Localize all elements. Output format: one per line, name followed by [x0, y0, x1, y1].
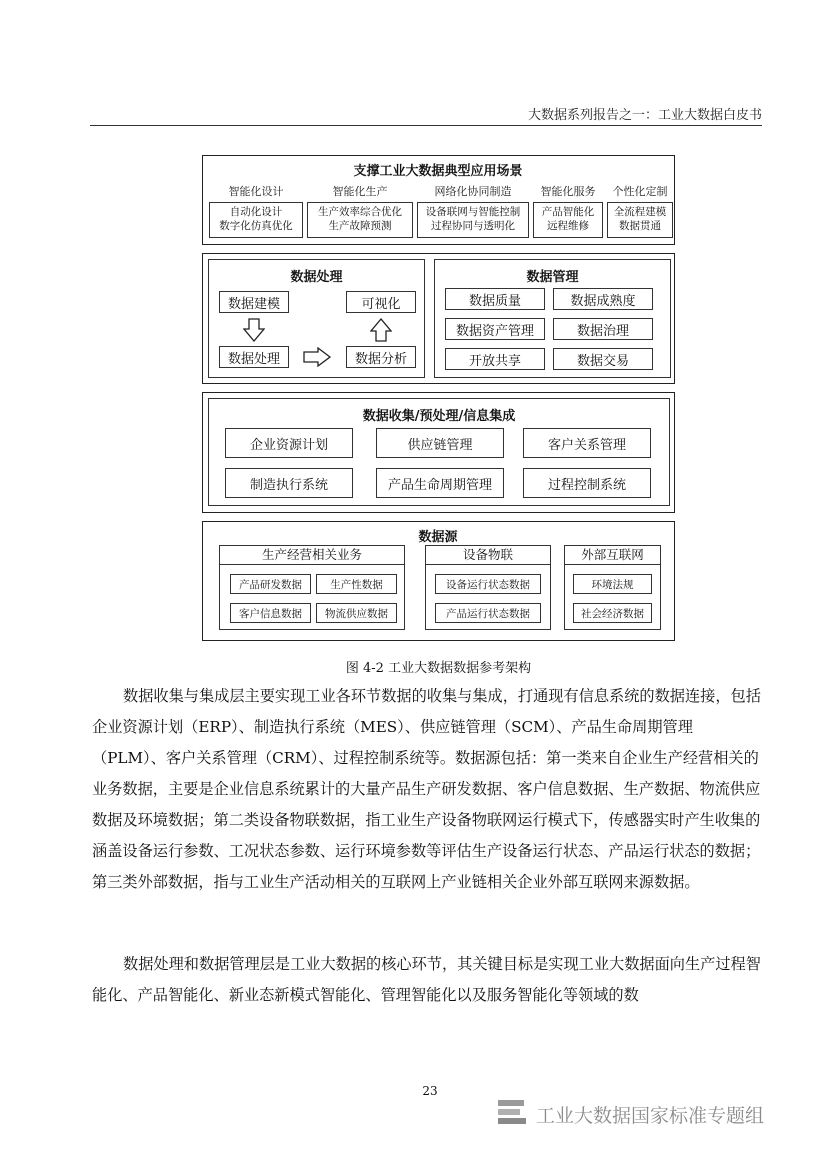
- running-header: 大数据系列报告之一：工业大数据白皮书: [527, 108, 762, 123]
- processing-layer-box: [202, 253, 675, 384]
- book-icon: [496, 1098, 528, 1128]
- body-paragraph: [92, 681, 764, 898]
- source-group-title: 设备物联: [426, 546, 550, 565]
- management-item: 数据质量: [445, 288, 545, 310]
- source-item: 生产性数据: [316, 574, 397, 594]
- source-group-title: 外部互联网: [565, 546, 660, 565]
- app-item-box: [307, 202, 413, 238]
- app-category: 智能化设计: [228, 185, 284, 198]
- app-category: 智能化服务: [540, 185, 596, 198]
- app-layer-title: 支撑工业大数据典型应用场景: [353, 164, 523, 179]
- source-group-devices: [425, 545, 551, 630]
- header-rule: [90, 125, 762, 126]
- collection-title: 数据收集/预处理/信息集成: [362, 409, 516, 424]
- management-item: 数据交易: [553, 348, 653, 370]
- source-group-title: 生产经营相关业务: [220, 546, 404, 565]
- paragraph-text: 数据处理和数据管理层是工业大数据的核心环节，其关键目标是实现工业大数据面向生产过程智能化、产品智能化、新业态新模式智能化、管理智能化以及服务智能化等领域的数: [92, 955, 761, 1004]
- collection-item: 过程控制系统: [523, 468, 651, 498]
- paragraph-text: 数据收集与集成层主要实现工业各环节数据的收集与集成，打通现有信息系统的数据连接，包括企业资源计划（ERP）、制造执行系统（MES）、供应链管理（SCM）、产品生命周期管理（PLM）、客户关系管理（CRM）、过程控制系统等。数据源包括：第一类来自企业生产经营相关的业务数据，主要是企业信息系统累计的大量产品生产研发数据、客户信息数据、生产数据、物流供应数据及环境数据；第二类设备物联数据，指工业生产设备物联网运行模式下，传感器实时产生收集的涵盖设备运行参数、工况状态参数、运行环境参数等评估生产设备运行状态、产品运行状态的数据；第三类外部数据，指与工业生产活动相关的互联网上产业链相关企业外部互联网来源数据。: [92, 687, 761, 891]
- collection-item: 制造执行系统: [225, 468, 353, 498]
- collection-inner-box: [208, 398, 670, 506]
- figure-caption: 图 4-2 工业大数据数据参考架构: [345, 661, 532, 676]
- source-item: 环境法规: [573, 574, 652, 594]
- management-item: 数据成熟度: [553, 288, 653, 310]
- management-item: 数据资产管理: [445, 318, 545, 340]
- app-layer-box: [202, 155, 675, 245]
- app-item-line: 过程协同与透明化: [431, 220, 515, 232]
- watermark-logo: [496, 1096, 766, 1132]
- app-category: 个性化定制: [612, 185, 668, 198]
- app-item-box: [209, 202, 303, 238]
- processing-box: [208, 259, 425, 378]
- source-item: 社会经济数据: [573, 603, 652, 623]
- app-item-line: 数字化仿真优化: [219, 220, 293, 232]
- data-processing-box: 数据处理: [219, 346, 289, 368]
- arrow-right-icon: [303, 347, 331, 367]
- management-item: 数据治理: [553, 318, 653, 340]
- arrow-up-icon: [370, 318, 392, 342]
- app-item-line: 数据贯通: [619, 220, 661, 232]
- processing-title: 数据处理: [290, 270, 343, 285]
- page-number: 23: [422, 1084, 438, 1098]
- collection-item: 客户关系管理: [523, 428, 651, 458]
- sources-layer-box: [202, 521, 675, 641]
- source-group-internet: [564, 545, 661, 630]
- collection-item: 产品生命周期管理: [376, 468, 504, 498]
- management-box: [434, 259, 671, 378]
- sources-title: 数据源: [418, 530, 458, 545]
- app-item-line: 设备联网与智能控制: [425, 206, 521, 218]
- app-item-line: 自动化设计: [229, 206, 283, 218]
- data-analysis-box: 数据分析: [346, 346, 416, 368]
- source-item: 物流供应数据: [316, 603, 397, 623]
- body-paragraph: [92, 949, 764, 1011]
- app-category: 智能化生产: [332, 185, 388, 198]
- collection-layer-box: [202, 392, 675, 513]
- app-item-line: 生产故障预测: [328, 220, 392, 232]
- app-item-line: 远程维修: [547, 220, 589, 232]
- watermark-text: 工业大数据国家标准专题组: [536, 1105, 765, 1127]
- collection-item: 企业资源计划: [225, 428, 353, 458]
- source-item: 设备运行状态数据: [435, 574, 541, 594]
- app-category: 网络化协同制造: [434, 185, 512, 198]
- app-item-box: [607, 202, 673, 238]
- arrow-down-icon: [243, 318, 265, 342]
- app-item-line: 全流程建模: [613, 206, 667, 218]
- app-item-line: 生产效率综合优化: [318, 206, 402, 218]
- source-item: 产品运行状态数据: [435, 603, 541, 623]
- app-item-box: [533, 202, 603, 238]
- management-item: 开放共享: [445, 348, 545, 370]
- collection-item: 供应链管理: [376, 428, 504, 458]
- source-item: 产品研发数据: [230, 574, 311, 594]
- source-item: 客户信息数据: [230, 603, 311, 623]
- source-group-business: [219, 545, 405, 630]
- data-modeling-box: 数据建模: [219, 291, 289, 313]
- app-item-line: 产品智能化: [541, 206, 595, 218]
- visualization-box: 可视化: [346, 291, 416, 313]
- management-title: 数据管理: [526, 270, 579, 285]
- app-item-box: [417, 202, 529, 238]
